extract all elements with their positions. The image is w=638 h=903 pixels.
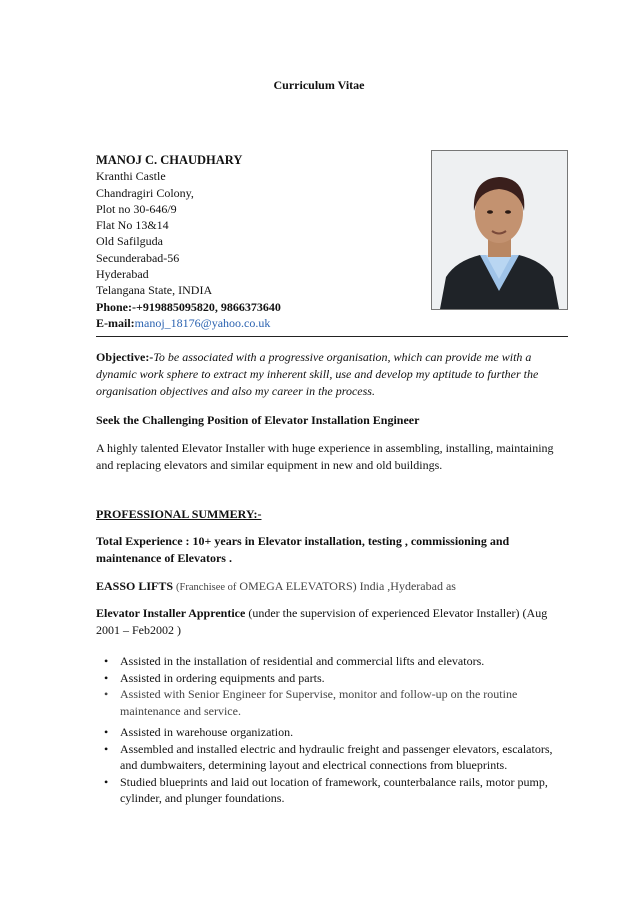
duty-text: Assisted in warehouse organization. bbox=[120, 725, 294, 739]
total-experience: Total Experience : 10+ years in Elevator installation, testing , commissioning and maintenance of Elevators . bbox=[96, 534, 510, 565]
professional-heading: PROFESSIONAL SUMMERY:- bbox=[96, 507, 262, 521]
company-franchise: (Franchisee of bbox=[176, 582, 237, 593]
duty-text: Assisted with Senior Engineer for Supervise, monitor and follow-up on the routine maintenance and service. bbox=[120, 687, 518, 718]
profile-photo bbox=[431, 150, 568, 310]
company-brand: OMEGA ELEVATORS) India ,Hyderabad as bbox=[239, 579, 456, 593]
address-line: Plot no 30-646/9 bbox=[96, 201, 177, 216]
bullet-icon: • bbox=[104, 741, 109, 756]
email-label: E-mail: bbox=[96, 315, 135, 330]
role-details: (under the supervision of experienced Elevator Installer) (Aug 2001 – Feb2002 ) bbox=[96, 606, 548, 637]
address-line: Hyderabad bbox=[96, 267, 149, 282]
candidate-name: MANOJ C. CHAUDHARY bbox=[96, 153, 243, 167]
list-item bbox=[96, 724, 556, 741]
objective-text: To be associated with a progressive organisation, which can provide me with a dynamic work sphere to extract my inherent skill, use and develop my aptitude to further the organisation objectives and also my career in the process. bbox=[96, 350, 539, 398]
list-item bbox=[96, 774, 556, 807]
objective-label: Objective:- bbox=[96, 350, 154, 364]
phone-line: Phone:-+919885095820, 9866373640 bbox=[96, 299, 281, 314]
bullet-icon: • bbox=[104, 687, 109, 701]
duty-text: Assisted in the installation of residential and commercial lifts and elevators. bbox=[120, 654, 485, 668]
seek-position: Seek the Challenging Position of Elevator Installation Engineer bbox=[96, 413, 420, 427]
bullet-icon: • bbox=[104, 670, 109, 685]
address-line: Chandragiri Colony, bbox=[96, 185, 194, 200]
contact-block bbox=[96, 152, 281, 331]
duty-text: Assisted in ordering equipments and parts. bbox=[120, 670, 325, 685]
duty-text: Assembled and installed electric and hydraulic freight and passenger elevators, escalators, and dumbwaiters, determining layout and electrical connections from blueprints. bbox=[120, 741, 553, 772]
duties-list-2 bbox=[96, 724, 556, 807]
bullet-icon: • bbox=[104, 725, 109, 739]
objective-section bbox=[96, 349, 556, 400]
address-line: Telangana State, INDIA bbox=[96, 283, 213, 298]
email-line bbox=[96, 315, 281, 331]
address-line: Secunderabad-56 bbox=[96, 250, 180, 265]
email-link[interactable]: manoj_18176@yahoo.co.uk bbox=[134, 315, 271, 330]
company-line bbox=[96, 578, 556, 596]
address-line: Old Safilguda bbox=[96, 234, 163, 249]
company-name: EASSO LIFTS bbox=[96, 579, 174, 593]
list-item bbox=[96, 686, 556, 719]
list-item bbox=[96, 653, 556, 670]
list-item bbox=[96, 670, 556, 687]
horizontal-divider bbox=[96, 336, 568, 337]
portrait-image bbox=[432, 151, 567, 309]
document-title: Curriculum Vitae bbox=[273, 78, 365, 92]
duty-text: Studied blueprints and laid out location of framework, counterbalance rails, motor pump, cylinder, and plunger foundations. bbox=[120, 774, 548, 805]
bullet-icon: • bbox=[104, 654, 109, 668]
role-title: Elevator Installer Apprentice bbox=[96, 606, 246, 620]
summary-paragraph: A highly talented Elevator Installer with huge experience in assembling, installing, maintaining and replacing elevators and similar equipment in new and old buildings. bbox=[96, 441, 554, 472]
address-line: Flat No 13&14 bbox=[96, 218, 169, 233]
address-line: Kranthi Castle bbox=[96, 169, 166, 184]
role-line bbox=[96, 605, 556, 639]
duties-list-1 bbox=[96, 653, 556, 719]
list-item bbox=[96, 741, 556, 774]
bullet-icon: • bbox=[104, 774, 109, 789]
